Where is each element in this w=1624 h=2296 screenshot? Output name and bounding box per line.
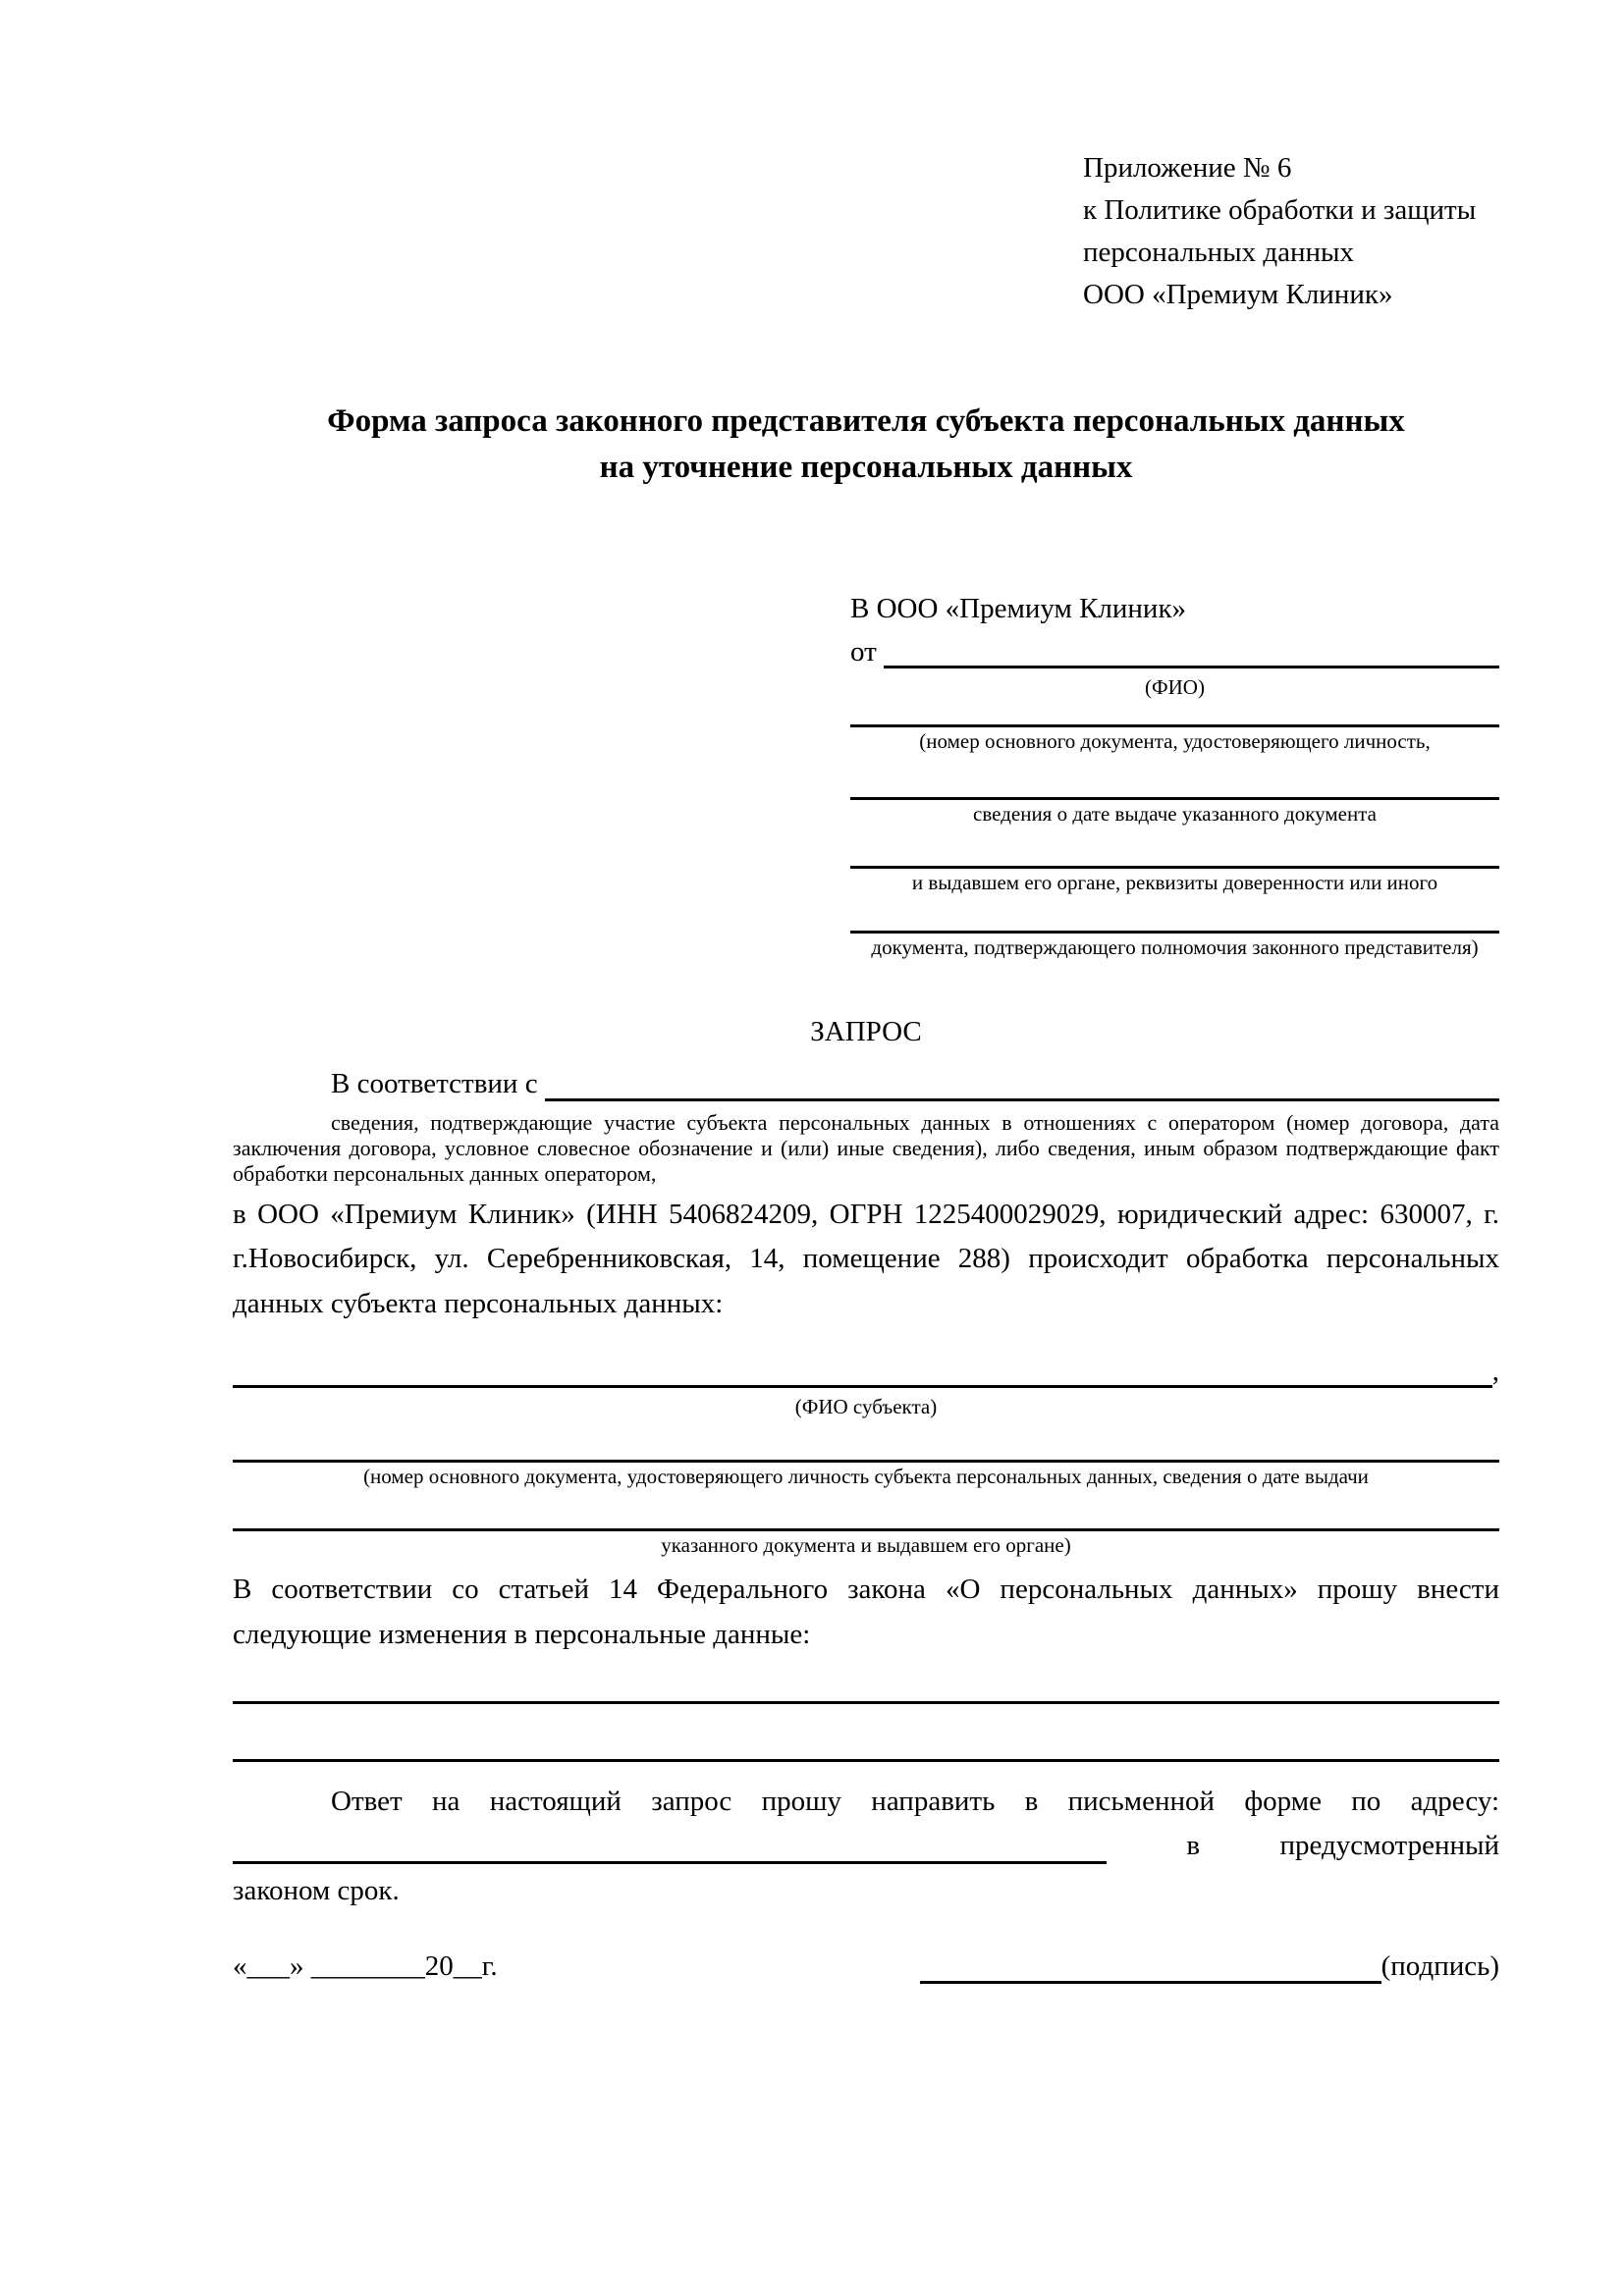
changes-blank-line-2 xyxy=(233,1759,1499,1762)
subject-document-blank-line-2 xyxy=(233,1528,1499,1531)
from-label: от xyxy=(850,635,885,667)
basis-row xyxy=(233,1062,1499,1106)
subject-document-caption-1: (номер основного документа, удостоверяющего личность субъекта персональных данных, сведения о дате выдачи xyxy=(363,1464,1369,1488)
appendix-line-4: ООО «Премиум Клиник» xyxy=(1083,278,1393,310)
addressee-organization: В ООО «Премиум Клиник» xyxy=(850,593,1187,625)
basis-blank-line xyxy=(545,1098,1499,1101)
law-paragraph: В соответствии со статьей 14 Федерального закона «О персональных данных» прошу внести следующие изменения в персональные данные: xyxy=(233,1574,1499,1650)
representative-document-blank-line-3 xyxy=(850,866,1499,869)
subject-fio-row xyxy=(233,1351,1499,1394)
basis-footnote: сведения, подтверждающие участие субъекта персональных данных в отношениях с оператором (номер договора, дата заключения договора, условное словесное обозначение и (или) иные сведения), либо сведения, иным образом подтверждающие факт обработки персональных данных оператором, xyxy=(233,1109,1499,1186)
date-signature-row xyxy=(233,1946,1499,1989)
representative-document-caption-4: документа, подтверждающего полномочия законного представителя) xyxy=(871,935,1479,960)
representative-document-blank-line-1 xyxy=(850,724,1499,727)
representative-document-blank-line-2 xyxy=(850,797,1499,800)
signature-caption: (подпись) xyxy=(1380,1950,1499,1983)
address-blank-line xyxy=(233,1861,1107,1864)
representative-document-blank-line-4 xyxy=(850,931,1499,934)
operator-paragraph: в ООО «Премиум Клиник» (ИНН 5406824209, ОГРН 1225400029029, юридический адрес: 630007, г. г.Новосибирск, ул. Серебренниковская, 14, помещение 288) происходит обработка персональных данных субъекта персональных данных: xyxy=(233,1198,1499,1320)
date-field: «___» ________20__г. xyxy=(233,1950,498,1983)
subject-fio-caption: (ФИО субъекта) xyxy=(794,1395,938,1419)
reply-word-predusmotrenny: предусмотренный xyxy=(1279,1830,1499,1862)
reply-address-row xyxy=(233,1824,1499,1869)
subject-document-caption-2: указанного документа и выдавшем его органе) xyxy=(661,1532,1071,1557)
subject-fio-comma: , xyxy=(1491,1355,1499,1387)
changes-blank-line-1 xyxy=(233,1701,1499,1704)
appendix-line-3: персональных данных xyxy=(1083,236,1355,268)
document-title xyxy=(233,399,1499,493)
subject-document-blank-line-1 xyxy=(233,1460,1499,1463)
document-title-line1: Форма запроса законного представителя субъекта персональных данных xyxy=(327,402,1405,439)
representative-document-caption-2: сведения о дате выдаче указанного документа xyxy=(973,801,1377,826)
representative-document-caption-1: (номер основного документа, удостоверяющего личность, xyxy=(919,728,1431,753)
appendix-line-2: к Политике обработки и защиты xyxy=(1083,193,1477,226)
representative-document-caption-3: и выдавшем его органе, реквизиты доверенности или иного xyxy=(911,870,1438,894)
from-row xyxy=(850,631,1499,674)
document-title-line2: на уточнение персональных данных xyxy=(599,450,1133,486)
reply-sentence-end: законом срок. xyxy=(233,1875,400,1907)
appendix-line-1: Приложение № 6 xyxy=(1083,152,1292,184)
request-heading: ЗАПРОС xyxy=(810,1016,922,1048)
addressee-block xyxy=(850,588,1499,960)
representative-fio-blank-line xyxy=(884,666,1499,668)
basis-label: В соответствии с xyxy=(331,1067,545,1099)
signature-field xyxy=(920,1946,1499,1989)
signature-blank-line xyxy=(920,1981,1381,1984)
appendix-block xyxy=(1083,147,1499,316)
reply-word-v: в xyxy=(1186,1830,1201,1862)
subject-fio-blank-line xyxy=(233,1385,1492,1388)
reply-sentence: Ответ на настоящий запрос прошу направить в письменной форме по адресу: xyxy=(331,1785,1499,1817)
fio-caption: (ФИО) xyxy=(1145,675,1205,700)
